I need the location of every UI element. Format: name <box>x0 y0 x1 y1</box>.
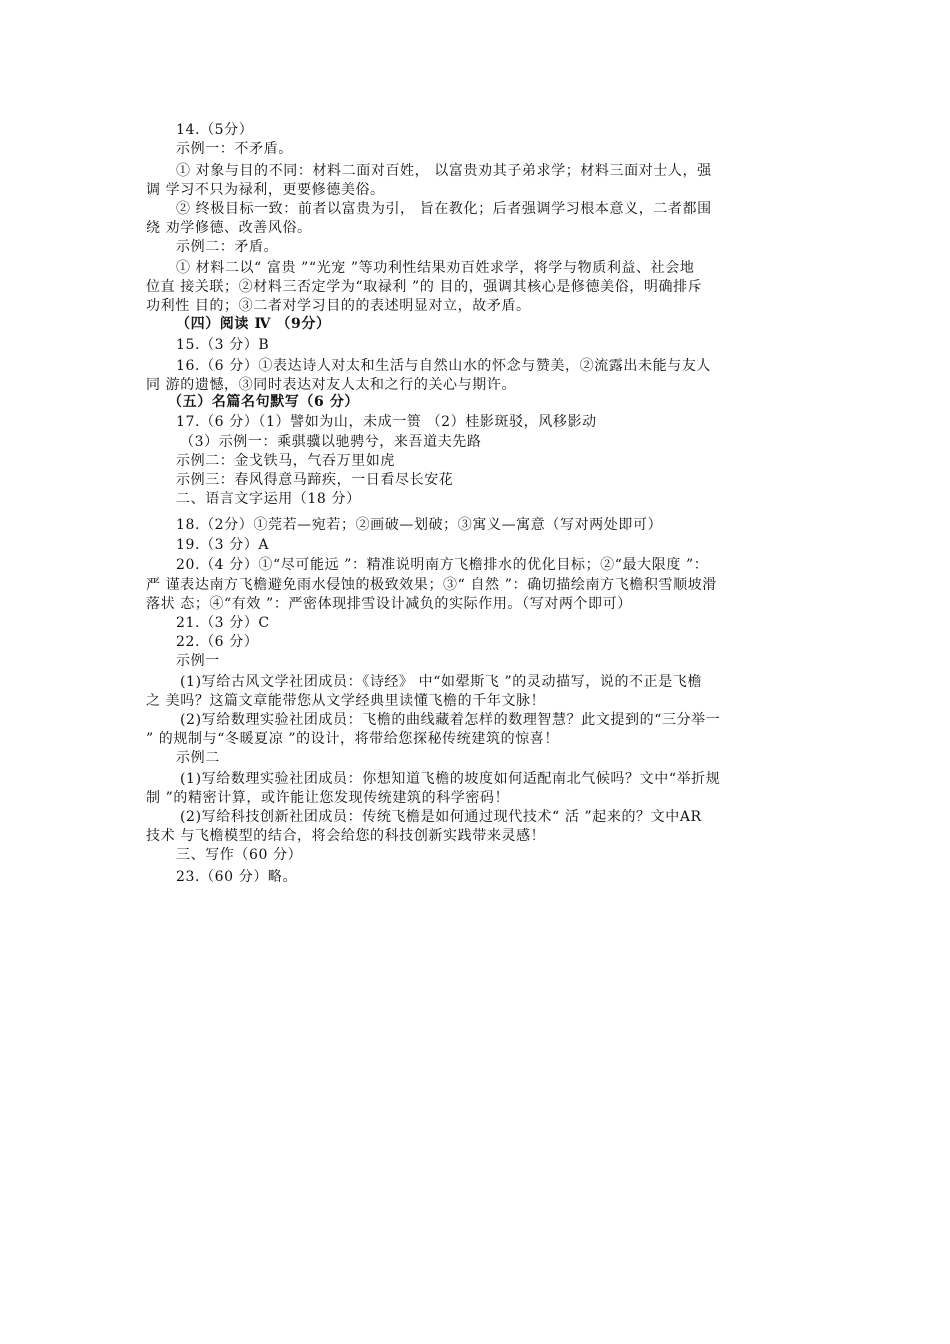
q14-example1-label: 示例一：不矛盾。 <box>176 141 293 157</box>
section-4-heading: （四）阅读 Ⅳ （9分） <box>176 316 331 332</box>
q14-heading: 14.（5分） <box>176 122 254 138</box>
q22-example1-label: 示例一 <box>176 653 220 669</box>
section-3-heading: 三、写作（60 分） <box>176 847 303 863</box>
q15-answer: 15.（3 分）B <box>176 337 270 353</box>
q16-answer-cont: 同 游的遗憾，③同时表达对友人太和之行的关心与期许。 <box>146 377 517 393</box>
q17-example2: 示例二：金戈铁马，气吞万里如虎 <box>176 453 395 469</box>
q22-example1-item1: (1)写给古风文学社团成员：《诗经》 中“如翚斯飞 ”的灵动描写，说的不正是飞檐 <box>180 674 703 690</box>
q22-example1-item2: (2)写给数理实验社团成员：飞檐的曲线藏着怎样的数理智慧？此文提到的“三分举一 <box>180 712 721 728</box>
q14-example1-point2-cont: 绕 劝学修德、改善风俗。 <box>146 220 312 236</box>
q19-answer: 19.（3 分）A <box>176 537 270 553</box>
q22-example2-item1-cont: 制 ”的精密计算，或许能让您发现传统建筑的科学密码！ <box>146 790 510 806</box>
q20-answer-cont1: 严 谨表达南方飞檐避免雨水侵蚀的极致效果；③“ 自然 ”：确切描绘南方飞檐积雪顺坡滑 <box>146 577 717 593</box>
q14-example2-line1: ① 材料二以“ 富贵 ”“光宠 ”等功利性结果劝百姓求学，将学与物质利益、社会地 <box>176 260 695 276</box>
q14-example2-line2: 位直 接关联；②材料三否定学为“取禄利 ”的 目的，强调其核心是修德美俗，明确排斥 <box>146 279 703 295</box>
q17-example3: 示例三：春风得意马蹄疾，一日看尽长安花 <box>176 472 454 488</box>
q22-example2-label: 示例二 <box>176 750 220 766</box>
q22-example1-item2-cont: ” 的规制与“冬暖夏凉 ”的设计，将带给您探秘传统建筑的惊喜！ <box>146 731 559 747</box>
q22-example2-item2: (2)写给科技创新社团成员：传统飞檐是如何通过现代技术“ 活 ”起来的？文中AR <box>180 809 702 825</box>
section-2-heading: 二、语言文字运用（18 分） <box>176 491 361 507</box>
section-5-heading: （五）名篇名句默写（6 分） <box>168 394 360 410</box>
q21-answer: 21.（3 分）C <box>176 615 270 631</box>
q14-example2-line3: 功利性 目的；③二者对学习目的的表述明显对立，故矛盾。 <box>146 298 531 314</box>
q14-example2-label: 示例二：矛盾。 <box>176 239 279 255</box>
q20-answer: 20.（4 分）①“尽可能远 ”：精准说明南方飞檐排水的优化目标；②“最大限度 ”： <box>176 557 709 573</box>
q17-answer: 17.（6 分）（1）譬如为山，未成一篑 （2）桂影斑驳，风移影动 <box>176 414 597 430</box>
q23-answer: 23.（60 分）略。 <box>176 869 298 885</box>
q14-example1-point2: ② 终极目标一致：前者以富贵为引， 旨在教化；后者强调学习根本意义，二者都围 <box>176 201 712 217</box>
q14-example1-point1-cont: 调 学习不只为禄利，更要修德美俗。 <box>146 182 385 198</box>
q14-example1-point1: ① 对象与目的不同：材料二面对百姓， 以富贵劝其子弟求学；材料三面对士人，强 <box>176 163 712 179</box>
q22-example2-item1: (1)写给数理实验社团成员：你想知道飞檐的坡度如何适配南北气候吗？文中“举折规 <box>180 771 721 787</box>
q16-answer: 16.（6 分）①表达诗人对太和生活与自然山水的怀念与赞美，②流露出未能与友人 <box>176 358 712 374</box>
q20-answer-cont2: 落状 态；④“有效 ”：严密体现排雪设计减负的实际作用。（写对两个即可） <box>146 596 632 612</box>
q22-example1-item1-cont: 之 美吗？这篇文章能带您从文学经典里读懂飞檐的千年文脉！ <box>146 693 546 709</box>
q18-answer: 18.（2分）①莞若—宛若；②画破—划破；③寓义—寓意（写对两处即可） <box>176 517 663 533</box>
q22-heading: 22.（6 分） <box>176 634 259 650</box>
q22-example2-item2-cont: 技术 与飞檐模型的结合，将会给您的科技创新实践带来灵感！ <box>146 828 546 844</box>
q17-example1: （3）示例一：乘骐骥以驰骋兮，来吾道夫先路 <box>180 434 482 450</box>
